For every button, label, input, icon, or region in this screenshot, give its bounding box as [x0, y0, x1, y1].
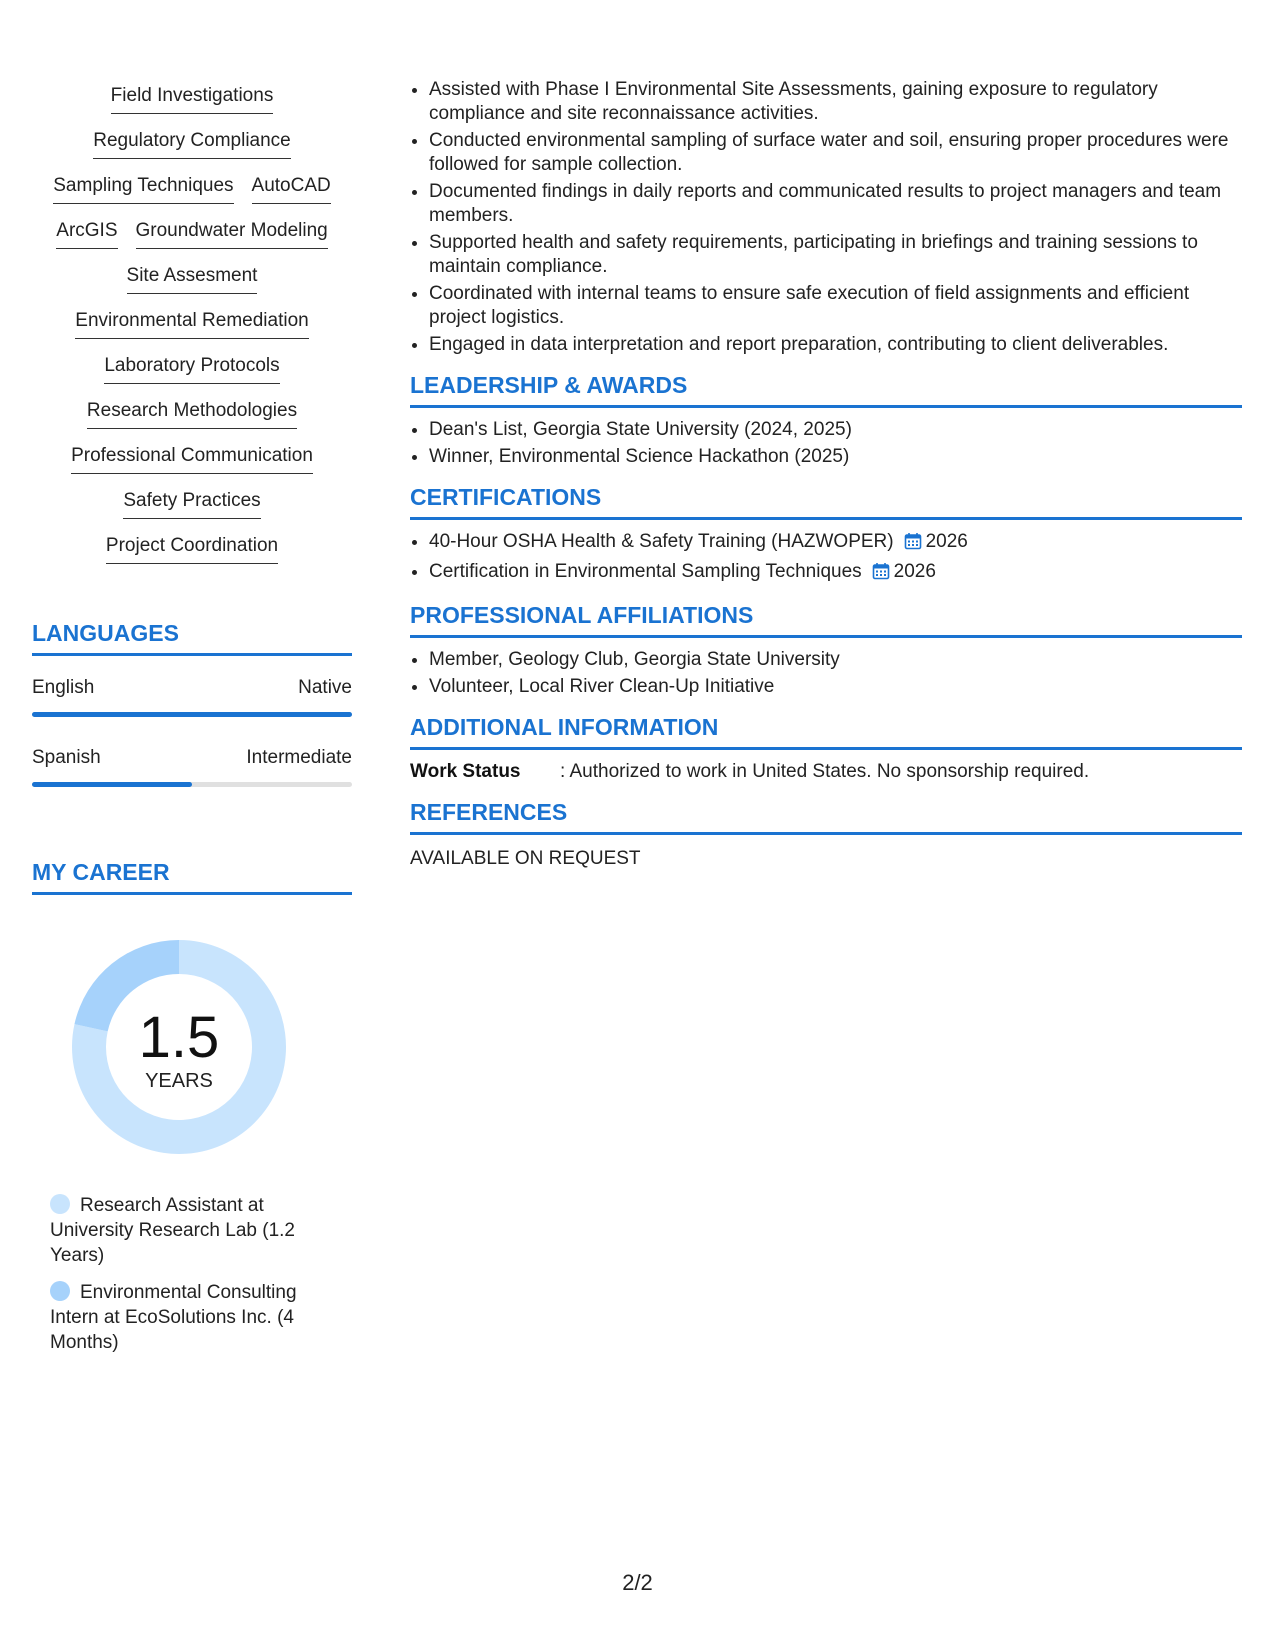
language-proficiency-bar	[32, 782, 352, 787]
skill-tag: Professional Communication	[71, 444, 313, 474]
career-legend-item	[50, 1193, 320, 1268]
certifications-list	[410, 530, 1242, 587]
language-level: Native	[298, 677, 352, 698]
bullet-item: • Engaged in data interpretation and report preparation, contributing to client deliverables.	[429, 333, 1242, 357]
skill-tag: ArcGIS	[56, 219, 117, 249]
section-rule	[410, 747, 1242, 750]
affiliations-list	[410, 648, 1242, 699]
career-legend-label: Environmental Consulting Intern at EcoSolutions Inc. (4 Months)	[50, 1282, 297, 1353]
skill-tag: Field Investigations	[111, 84, 274, 114]
experience-bullets	[410, 78, 1242, 357]
skill-row	[53, 168, 330, 213]
bullet-item: • Assisted with Phase I Environmental Site Assessments, gaining exposure to regulatory compliance and site reconnaissance activities.	[429, 78, 1242, 126]
certification-name: Certification in Environmental Sampling Techniques	[429, 561, 862, 582]
bullet-item: • Volunteer, Local River Clean-Up Initiative	[429, 675, 1242, 699]
language-proficiency-bar	[32, 712, 352, 717]
certification-name: 40-Hour OSHA Health & Safety Training (HAZWOPER)	[429, 531, 894, 552]
career-total-years: 1.5	[138, 1005, 220, 1070]
skill-row	[104, 348, 279, 393]
calendar-icon	[872, 562, 890, 587]
calendar-icon	[904, 532, 922, 557]
certifications-section	[410, 483, 1242, 587]
skill-row	[111, 78, 274, 123]
leadership-list	[410, 418, 1242, 469]
language-proficiency-fill	[32, 782, 192, 787]
skill-row	[127, 258, 258, 303]
languages-title: LANGUAGES	[32, 620, 179, 646]
certifications-title: CERTIFICATIONS	[410, 484, 602, 510]
leadership-title: LEADERSHIP & AWARDS	[410, 372, 688, 398]
skill-tag: Safety Practices	[123, 489, 260, 519]
skill-tag: Research Methodologies	[87, 399, 297, 429]
section-rule	[410, 832, 1242, 835]
career-years-label: YEARS	[145, 1070, 213, 1092]
skill-tag: Site Assesment	[127, 264, 258, 294]
language-row	[32, 746, 352, 770]
bullet-item: • Coordinated with internal teams to ensure safe execution of field assignments and efficient project logistics.	[429, 282, 1242, 330]
skill-row	[87, 393, 297, 438]
additional-info-title: ADDITIONAL INFORMATION	[410, 714, 719, 740]
certification-year: 2026	[893, 561, 936, 582]
work-status-key: Work Status	[410, 761, 521, 782]
certification-item	[429, 560, 1242, 587]
career-title: MY CAREER	[32, 859, 170, 885]
additional-info-section	[410, 713, 1242, 784]
section-rule	[410, 517, 1242, 520]
bullet-item: • Winner, Environmental Science Hackathon (2025)	[429, 445, 1242, 469]
language-proficiency-fill	[32, 712, 352, 717]
work-status-row	[410, 760, 1242, 784]
skill-row	[71, 438, 313, 483]
work-status-value: : Authorized to work in United States. No sponsorship required.	[560, 761, 1090, 782]
skill-row	[56, 213, 327, 258]
skill-row	[123, 483, 260, 528]
career-legend	[50, 1193, 320, 1367]
career-legend-item	[50, 1280, 320, 1355]
languages-list	[32, 676, 352, 796]
bullet-item: • Supported health and safety requirements, participating in briefings and training sessions to maintain compliance.	[429, 231, 1242, 279]
section-rule	[410, 635, 1242, 638]
skill-tag: Sampling Techniques	[53, 174, 233, 204]
language-name: Spanish	[32, 747, 101, 768]
section-rule	[32, 653, 352, 656]
skill-tag: Environmental Remediation	[75, 309, 308, 339]
left-column	[32, 78, 352, 1353]
leadership-section	[410, 371, 1242, 469]
skill-row	[93, 123, 291, 168]
language-row	[32, 676, 352, 700]
languages-section	[32, 619, 352, 796]
career-donut-chart	[67, 935, 291, 1159]
skill-row	[106, 528, 278, 573]
references-text: AVAILABLE ON REQUEST	[410, 848, 641, 869]
skill-tag: Project Coordination	[106, 534, 278, 564]
skill-tag: Regulatory Compliance	[93, 129, 291, 159]
language-level: Intermediate	[246, 747, 352, 768]
career-section	[32, 858, 352, 1353]
certification-year: 2026	[925, 531, 968, 552]
language-item	[32, 676, 352, 726]
references-section	[410, 798, 1242, 871]
skill-tag: Laboratory Protocols	[104, 354, 279, 384]
language-name: English	[32, 677, 95, 698]
bullet-item: • Member, Geology Club, Georgia State University	[429, 648, 1242, 672]
skill-row	[75, 303, 308, 348]
section-rule	[32, 892, 352, 895]
language-item	[32, 746, 352, 796]
skills-list	[32, 78, 352, 573]
skill-tag: AutoCAD	[252, 174, 331, 204]
bullet-item: • Conducted environmental sampling of surface water and soil, ensuring proper procedures were followed for sample collection.	[429, 129, 1242, 177]
skill-tag: Groundwater Modeling	[136, 219, 328, 249]
bullet-item: • Documented findings in daily reports and communicated results to project managers and team members.	[429, 180, 1242, 228]
references-title: REFERENCES	[410, 799, 568, 825]
legend-dot	[50, 1281, 70, 1301]
career-legend-label: Research Assistant at University Research Lab (1.2 Years)	[50, 1195, 295, 1266]
affiliations-section	[410, 601, 1242, 699]
page-number: 2/2	[622, 1570, 653, 1595]
affiliations-title: PROFESSIONAL AFFILIATIONS	[410, 602, 754, 628]
section-rule	[410, 405, 1242, 408]
legend-dot	[50, 1194, 70, 1214]
certification-item	[429, 530, 1242, 557]
right-column	[410, 78, 1242, 871]
bullet-item: • Dean's List, Georgia State University (2024, 2025)	[429, 418, 1242, 442]
